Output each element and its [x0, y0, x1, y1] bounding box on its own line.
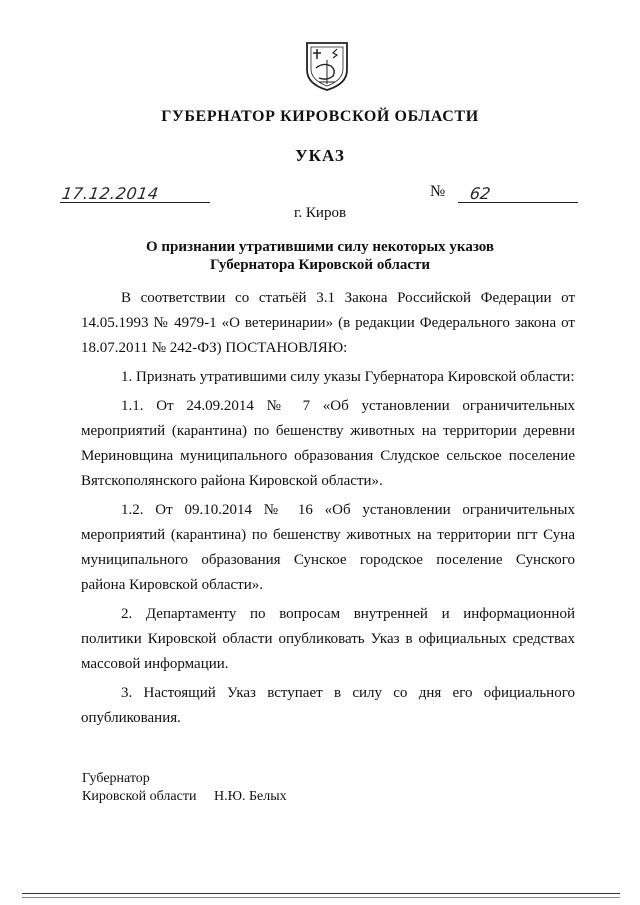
date-handwritten: 17.12.2014: [60, 184, 160, 203]
signatory-row: [82, 788, 287, 806]
number-field: [458, 180, 578, 203]
signatory-name: Н.Ю. Белых: [213, 789, 287, 804]
subject-line-2: Губернатора Кировской области: [209, 257, 431, 273]
city: г. Киров: [293, 205, 347, 221]
paragraph-item-1-2: 1.2. От 09.10.2014 № 16 «Об установлении ограничительных мероприятий (карантина) по бешенству животных на территории пгт Суна муниципального образования Сунское городское поселение Сунского района Кировской области».: [81, 502, 575, 593]
document-subject: [60, 238, 580, 274]
signatory-title-line-1: Губернатор: [82, 771, 150, 786]
paragraph-item-1-1: 1.1. От 24.09.2014 № 7 «Об установлении ограничительных мероприятий (карантина) по бешенству животных на территории деревни Мериновщина муниципального образования Слудское сельское поселение Вятскополянского района Кировской области».: [81, 398, 575, 489]
coat-of-arms-icon: [303, 40, 351, 92]
paragraph-item-1: 1. Признать утратившими силу указы Губернатора Кировской области:: [121, 369, 575, 385]
signature-block: [82, 770, 287, 806]
signatory-title-line-2: Кировской области: [82, 789, 197, 804]
document-body: [81, 286, 575, 735]
document-type: УКАЗ: [295, 146, 345, 165]
subject-line-1: О признании утратившими силу некоторых указов: [146, 239, 494, 255]
bottom-divider-secondary: [22, 897, 620, 898]
date-field: [60, 180, 210, 203]
paragraph-item-3: 3. Настоящий Указ вступает в силу со дня его официального опубликования.: [81, 685, 575, 726]
paragraph-preamble: В соответствии со статьёй 3.1 Закона Российской Федерации от 14.05.1993 № 4979-1 «О ветеринарии» (в редакции Федерального закона от 18.07.2011 № 242-ФЗ) ПОСТАНОВЛЯЮ:: [81, 290, 575, 356]
issuer-title: ГУБЕРНАТОР КИРОВСКОЙ ОБЛАСТИ: [161, 108, 479, 125]
number-label: №: [430, 183, 446, 200]
paragraph-item-2: 2. Департаменту по вопросам внутренней и информационной политики Кировской области опубликовать Указ в официальных средствах массовой информации.: [81, 606, 575, 672]
bottom-divider: [22, 893, 620, 894]
number-handwritten: 62: [468, 184, 492, 203]
